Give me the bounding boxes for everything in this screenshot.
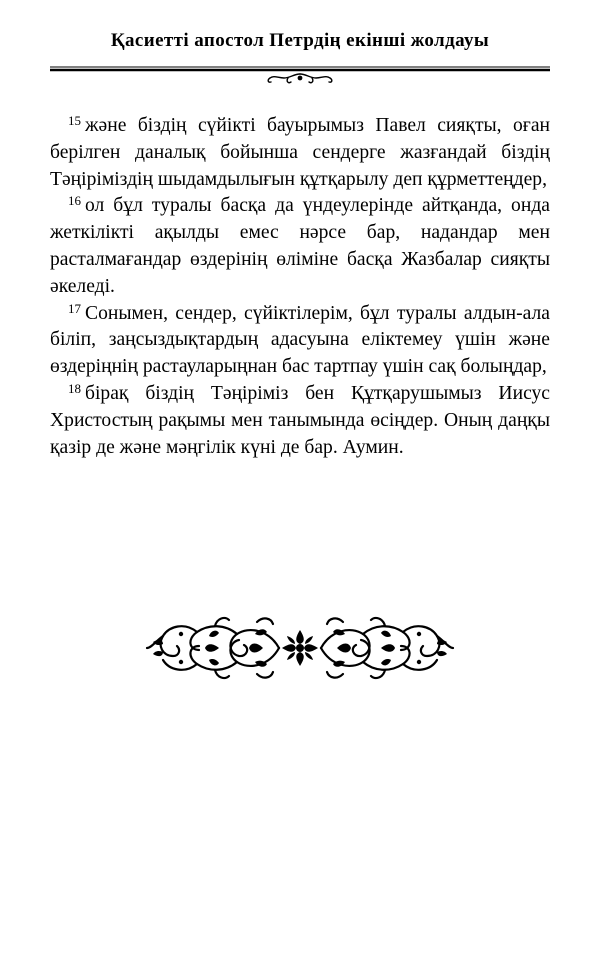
verse-number: 17 (68, 300, 81, 316)
verse-number: 18 (68, 380, 81, 396)
verse-text: ол бұл туралы басқа да үндеулерінде айтқанда, онда жеткілікті ақылды емес нәрсе бар, надандар мен расталмағандар өздерінің өліміне басқа Жазбалар сияқты әкеледі. (50, 195, 550, 297)
running-head-title: Қасиетті апостол Петрдің екінші жолдауы (110, 30, 490, 51)
verse-text: Сонымен, сендер, сүйіктілерім, бұл туралы алдын-ала біліп, заңсыздықтардың адасуына еліктемеу үшін және өздеріңнің растауларыңнан бас тартпау үшін сақ болыңдар, (50, 302, 550, 378)
floral-tailpiece-ornament (145, 612, 455, 684)
verse (50, 113, 550, 193)
verse-number: 15 (68, 113, 81, 128)
verse-text: бірақ біздің Тәңіріміз бен Құтқарушымыз Иисус Христостың рақымы мен танымында өсіңдер. Оның даңқы қазір де және мәңгілік күні де бар. Аумин. (50, 382, 550, 458)
verse (50, 381, 550, 461)
verse (50, 301, 550, 381)
epistle-text (50, 113, 550, 461)
header-rule-ornament (50, 60, 550, 90)
verse-number: 16 (68, 193, 81, 209)
verse (50, 193, 550, 300)
verse-text: және біздің сүйікті бауырымыз Павел сияқты, оған берілген даналық бойынша сендерге жазғандай біздің Тәңіріміздің шыдамдылығын құтқарылу деп құрметтеңдер, (50, 115, 550, 190)
